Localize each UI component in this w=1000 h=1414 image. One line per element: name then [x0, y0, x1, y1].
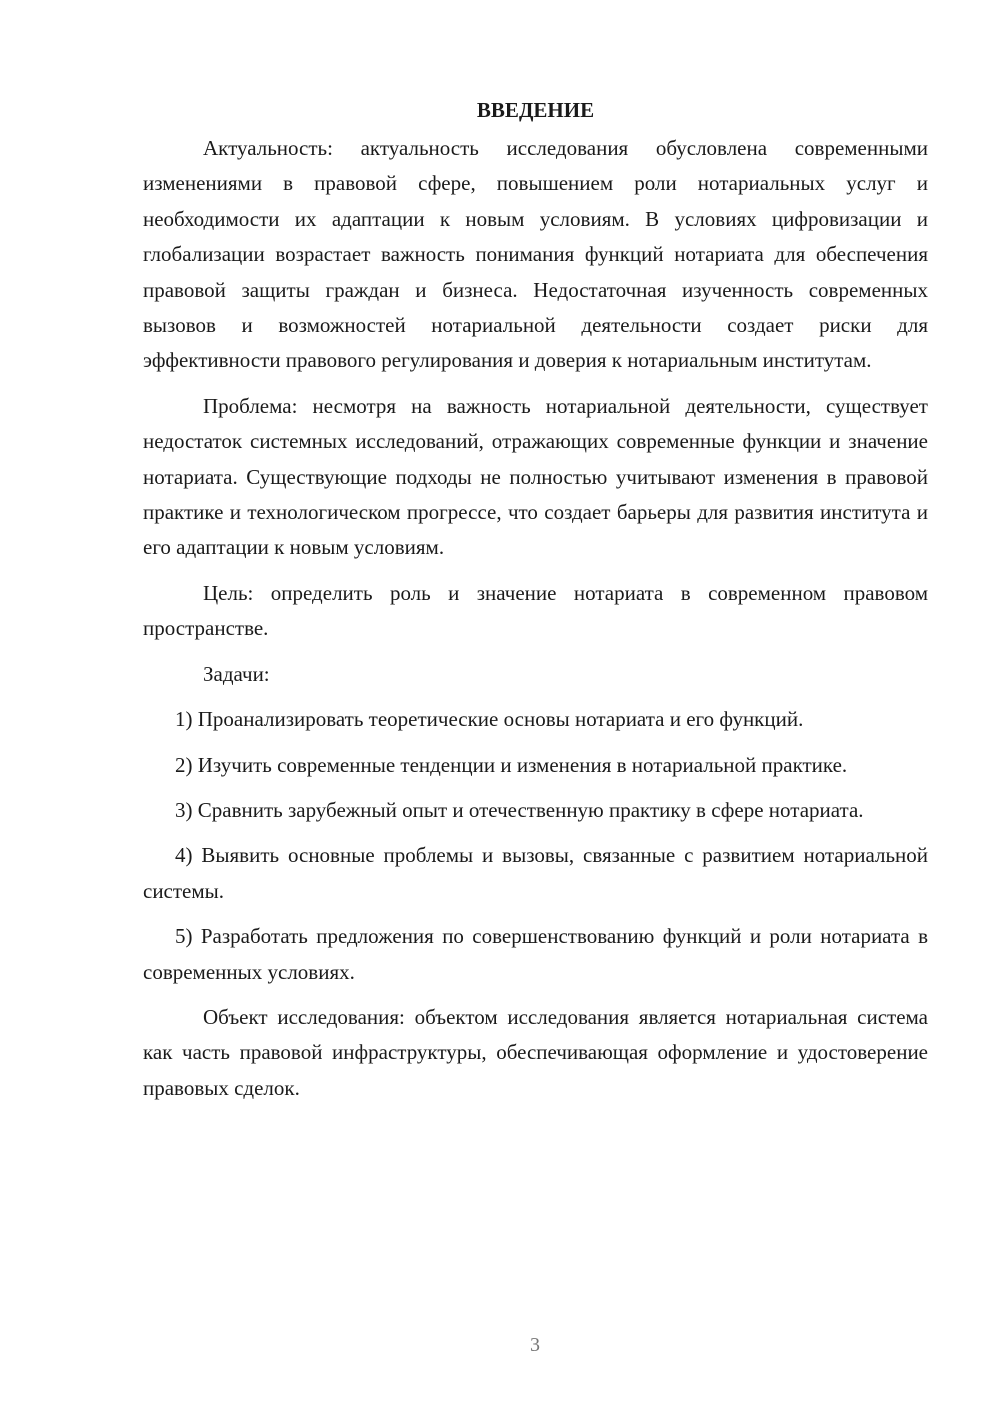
paragraph-problem: Проблема: несмотря на важность нотариальной деятельности, существует недостаток системных исследований, отражающих современные функции и значение нотариата. Существующие подходы не полностью учитывают изменения в правовой практике и технологическом прогрессе, что создает барьеры для развития института и его адаптации к новым условиям. — [143, 393, 928, 560]
task-item: 5) Разработать предложения по совершенствованию функций и роли нотариата в современных условиях. — [143, 924, 928, 984]
paragraph-goal: Цель: определить роль и значение нотариата в современном правовом пространстве. — [143, 580, 928, 641]
paragraph-object: Объект исследования: объектом исследования является нотариальная система как часть правовой инфраструктуры, обеспечивающая оформление и удостоверение правовых сделок. — [143, 1004, 928, 1100]
tasks-label: Задачи: — [203, 661, 270, 686]
task-item: 4) Выявить основные проблемы и вызовы, связанные с развитием нотариальной системы. — [143, 843, 928, 903]
task-item: 1) Проанализировать теоретические основы нотариата и его функций. — [175, 707, 804, 732]
task-item: 2) Изучить современные тенденции и изменения в нотариальной практике. — [175, 752, 848, 777]
section-title: ВВЕДЕНИЕ — [476, 98, 595, 122]
page-number: 3 — [530, 1334, 540, 1356]
document-page — [143, 95, 928, 1116]
paragraph-relevance: Актуальность: актуальность исследования обусловлена современными изменениями в правовой сфере, повышением роли нотариальных услуг и необходимости их адаптации к новым условиям. В условиях цифровизации и глобализации возрастает важность понимания функций нотариата для обеспечения правовой защиты граждан и бизнеса. Недостаточная изученность современных вызовов и возможностей нотариальной деятельности создает риски для эффективности правового регулирования и доверия к нотариальным институтам. — [143, 136, 928, 373]
task-item: 3) Сравнить зарубежный опыт и отечественную практику в сфере нотариата. — [175, 797, 864, 822]
